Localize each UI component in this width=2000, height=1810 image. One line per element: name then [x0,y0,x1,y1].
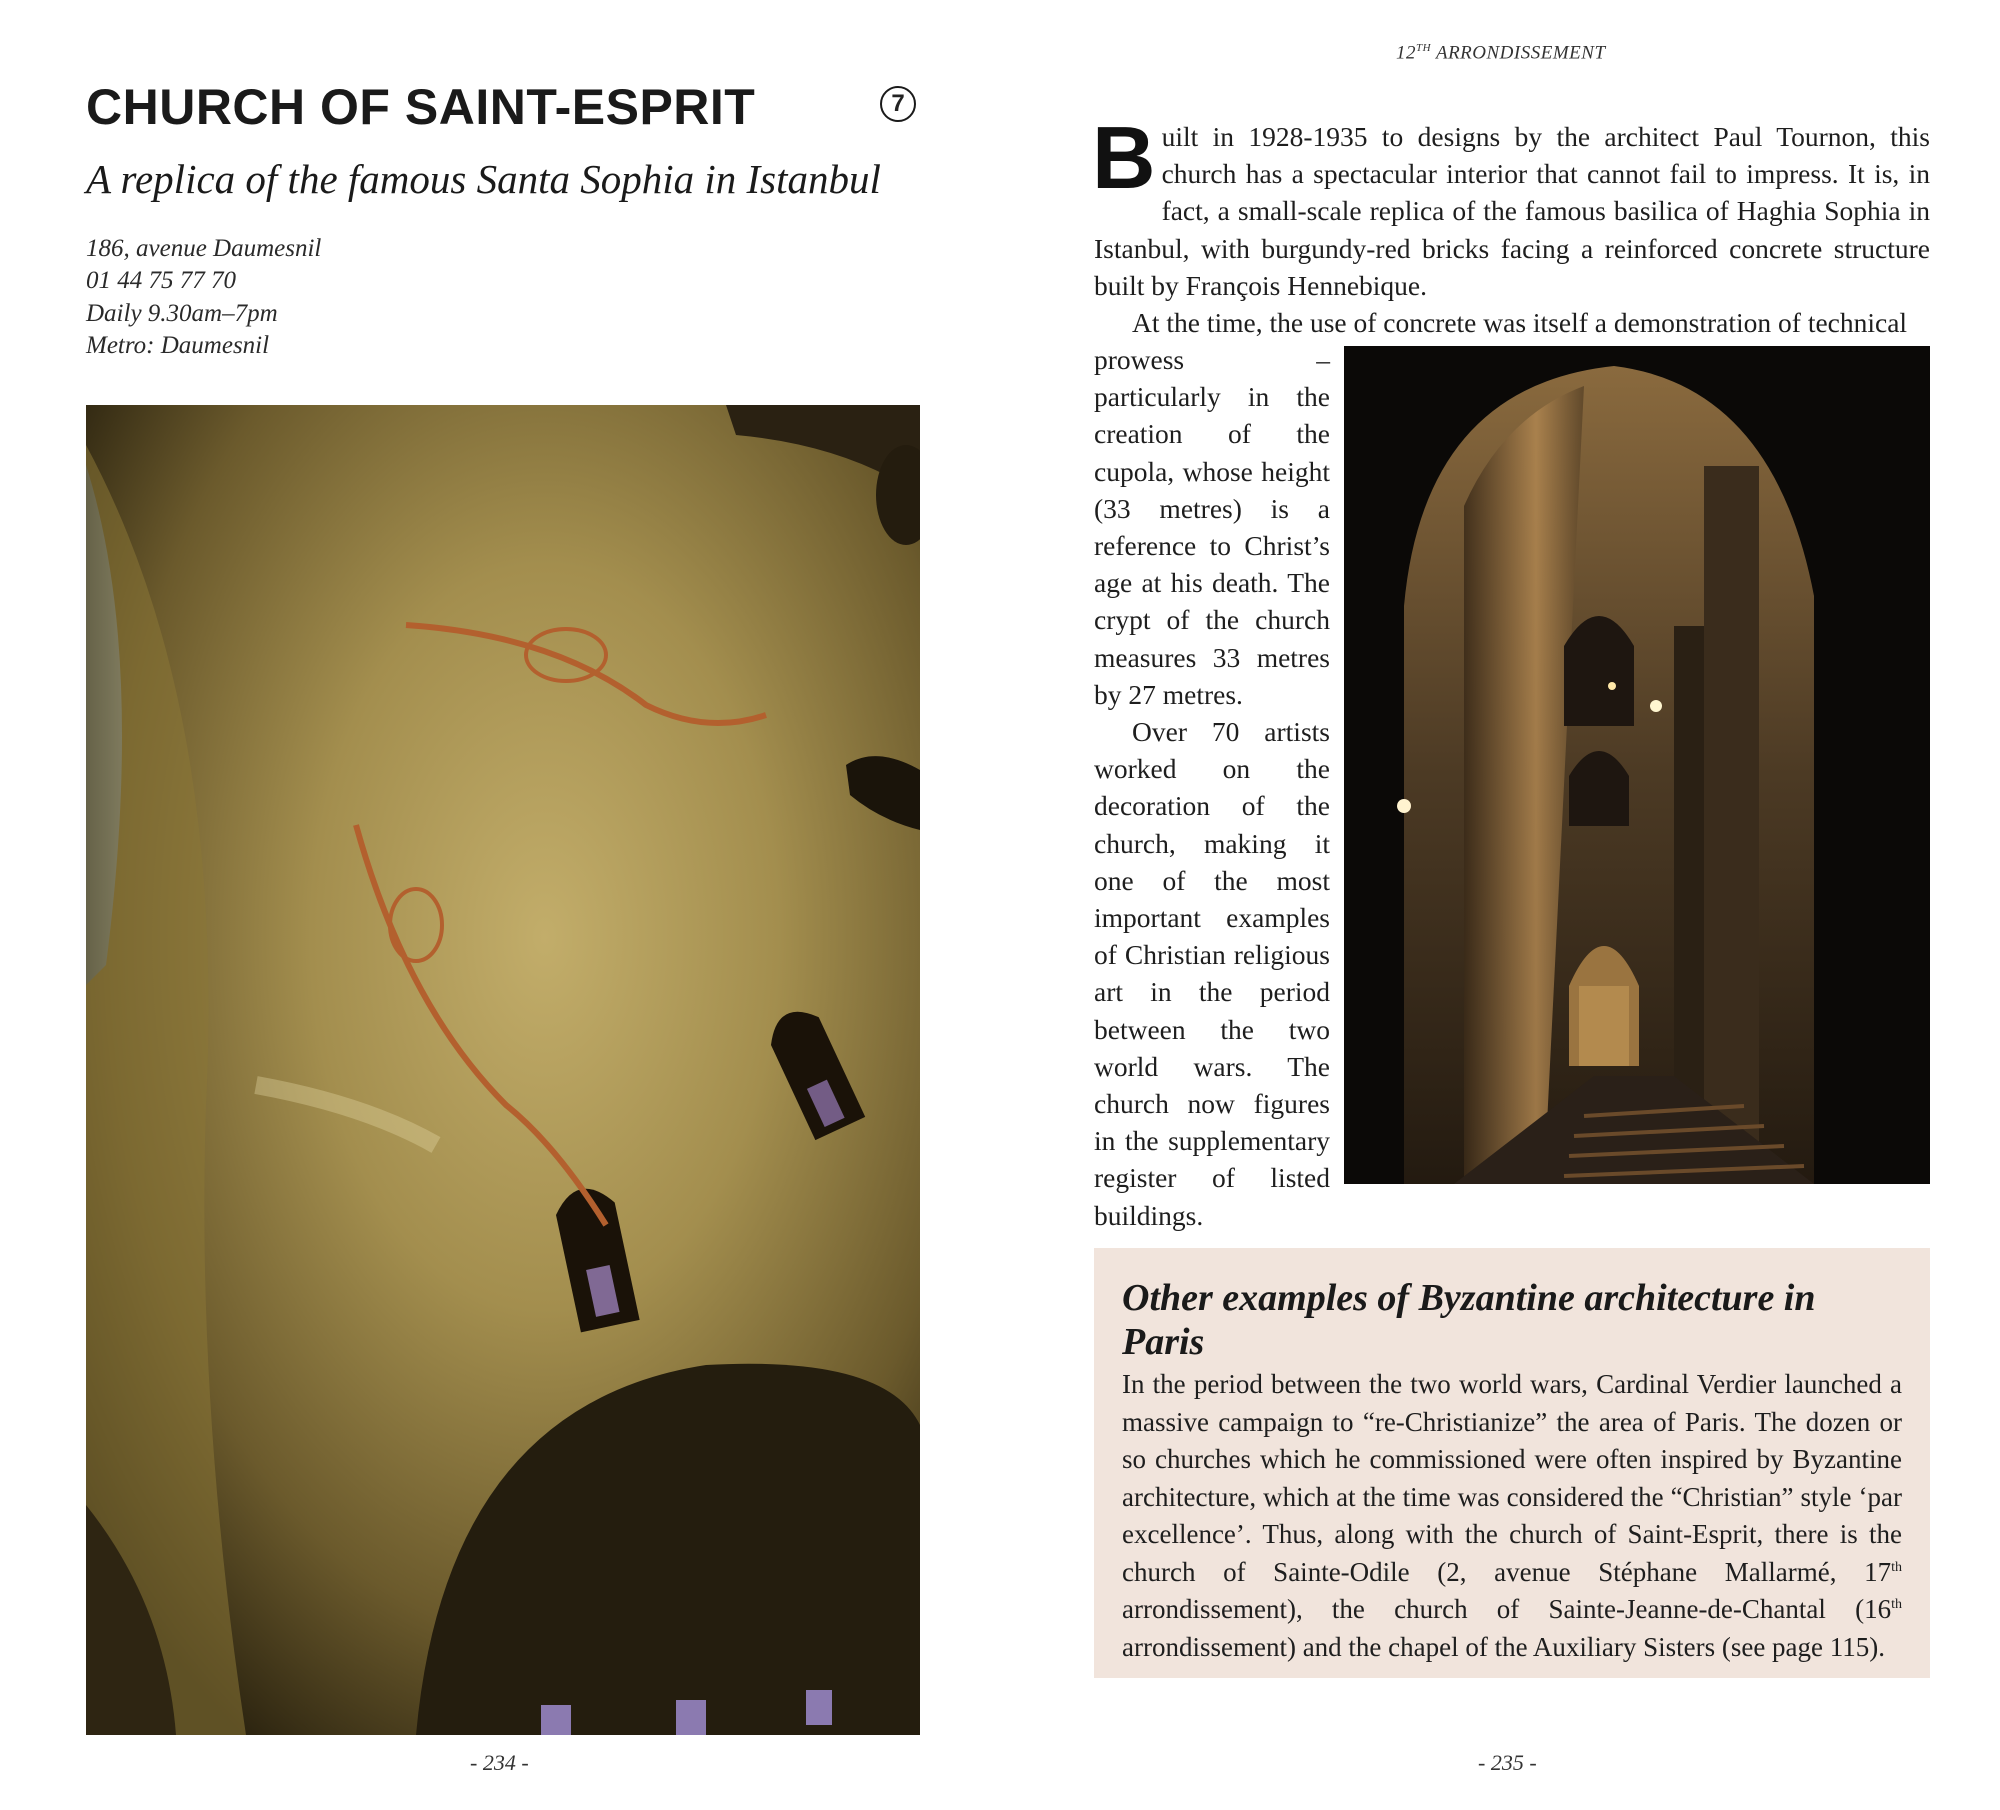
paragraph-3: Over 70 artists worked on the decoration of the church, making it one of the most important examples of Christian religious art in the period between the two world wars. The church now figures in the supplementary register of listed buildings. [1094,716,1330,1231]
nave-illustration [1344,346,1930,1184]
page-number-left: - 234 - [470,1750,529,1775]
drop-cap: B [1092,108,1156,207]
cupola-interior-photo [86,405,920,1735]
running-head [1396,42,1606,64]
sidebar-text-part-1: In the period between the two world wars, Cardinal Verdier launched a massive campaign to “re-Christianize” the area of Paris. The dozen or so churches which he commissioned were often inspired by Byzantine architecture, which at the time was considered the “Christian” style ‘par excellence’. Thus, along with the church of Saint-Esprit, there is the church of Sainte-Odile (2, avenue Stéphane Mallarmé, 17 [1122,1369,1902,1587]
paragraph-2-continued: prowess – particularly in the creation of the cupola, whose height (33 metres) is a reference to Christ’s age at his death. The crypt of the church measures 33 metres by 27 metres. [1094,344,1330,710]
paragraph-2-lead: At the time, the use of concrete was itself a demonstration of technical [1132,307,1908,338]
sidebar-box [1094,1248,1930,1678]
sidebar-title: Other examples of Byzantine architecture in Paris [1122,1277,1816,1363]
hours-text: Daily 9.30am–7pm [86,300,278,327]
page-subtitle: A replica of the famous Santa Sophia in Istanbul [86,156,881,202]
cupola-illustration [86,405,920,1735]
sidebar-text [1122,1366,1902,1666]
running-head-number: 12 [1396,42,1416,64]
running-head-ordinal: TH [1416,42,1432,54]
page-title: CHURCH OF SAINT-ESPRIT [86,79,756,135]
sidebar-text-part-3: arrondissement) and the chapel of the Auxiliary Sisters (see page 115). [1122,1631,1886,1662]
narrow-column-text [1094,341,1330,1234]
metro-text: Metro: Daumesnil [86,332,270,359]
page-number-right: - 235 - [1478,1750,1537,1775]
paragraph-1 [1092,108,1930,304]
ordinal-suffix: th [1891,1559,1902,1575]
entry-number-badge: 7 [880,86,916,122]
sidebar-text-part-2: arrondissement), the church of Sainte-Jeanne-de-Chantal (16 [1122,1594,1892,1624]
nave-interior-photo [1344,346,1930,1184]
phone-text: 01 44 75 77 70 [86,267,236,294]
paragraph-1-text: uilt in 1928-1935 to designs by the architect Paul Tournon, this church has a spectacular interior that cannot fail to impress. It is, in fact, a small-scale replica of the famous basilica of Haghia Sophia in Istanbul, with burgundy-red bricks facing a reinforced concrete structure built by François Hennebique. [1094,121,1930,301]
running-head-label: ARRONDISSEMENT [1431,42,1606,64]
ordinal-suffix: th [1891,1597,1902,1612]
address-text: 186, avenue Daumesnil [86,235,322,262]
